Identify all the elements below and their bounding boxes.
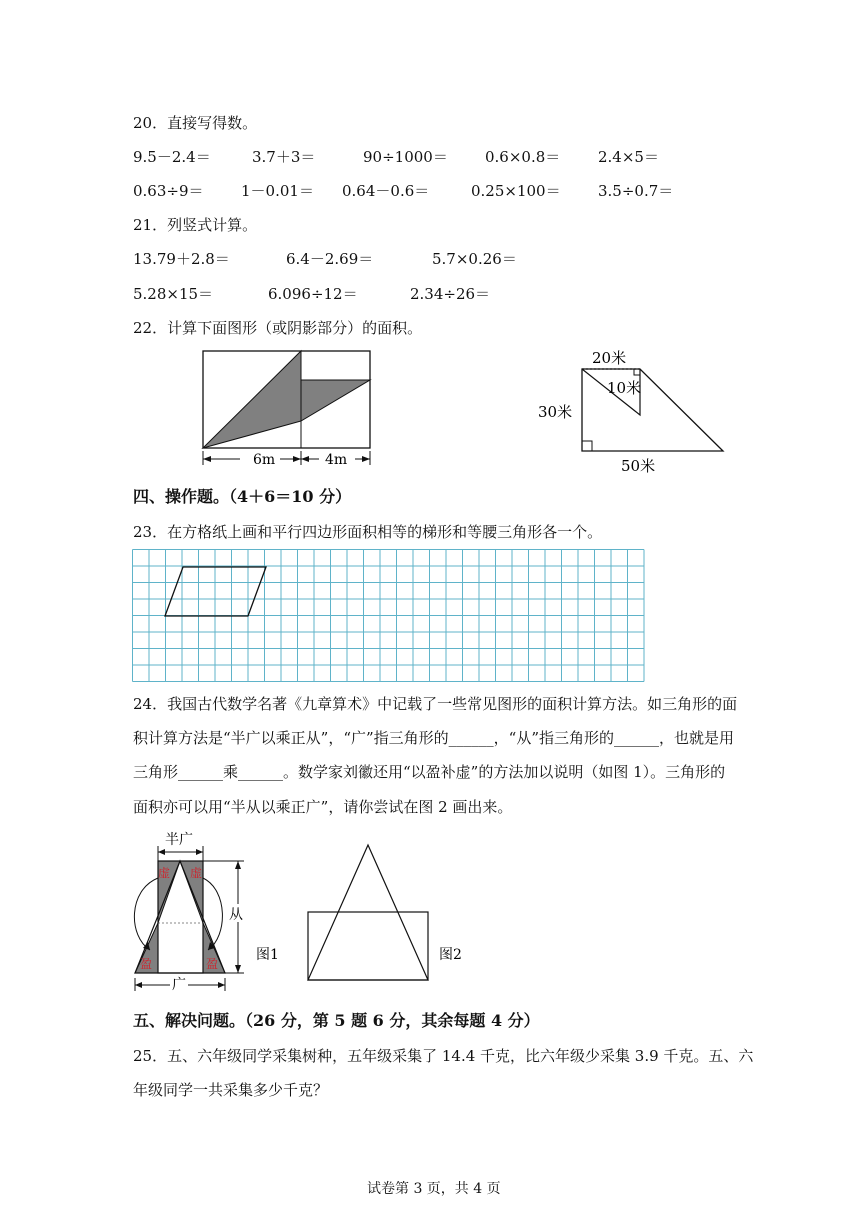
fig-label-height: 从: [229, 907, 243, 923]
q24-line-1: 24．我国古代数学名著《九章算术》中记载了一些常见图形的面积计算方法。如三角形的面: [133, 695, 738, 713]
fig-label-xu-right: 虚: [190, 866, 203, 880]
q21-r1-c3: 5.7×0.26＝: [432, 250, 517, 268]
q22-figure-1: [195, 345, 385, 470]
fig1-label-4m: 4m: [325, 452, 348, 468]
fig1-arrow-1: [203, 456, 211, 462]
fig-base-arrow-l: [135, 982, 142, 988]
fig-label-ying-right: 盈: [206, 957, 219, 971]
q24-line-2: 积计算方法是“半广以乘正从”，“广”指三角形的______，“从”指三角形的______，也就是用: [133, 729, 735, 747]
q20-r1-c1: 9.5－2.4＝: [133, 148, 211, 166]
q21-r2-c1: 5.28×15＝: [133, 285, 214, 303]
q21-title: 21．列竖式计算。: [133, 216, 258, 234]
q21-r2-c2: 6.096÷12＝: [268, 285, 358, 303]
q24-line-4: 面积亦可以用“半从以乘正广”，请你尝试在图 2 画出来。: [133, 798, 513, 816]
q20-r1-c5: 2.4×5＝: [598, 148, 659, 166]
fig1-arrow-2: [293, 456, 301, 462]
fig-halfbase-arrow-l: [158, 849, 165, 855]
q20-r2-c3: 0.64－0.6＝: [342, 182, 430, 200]
q20-title: 20．直接写得数。: [133, 114, 258, 132]
q20-r2-c2: 1－0.01＝: [241, 182, 314, 200]
q23-grid-paper[interactable]: [132, 549, 645, 684]
q20-r1-c2: 3.7＋3＝: [252, 148, 316, 166]
fig2-trapezoid: [582, 369, 723, 451]
fig2-label-20m: 20米: [592, 349, 627, 367]
fig-halfbase-arrow-r: [196, 849, 203, 855]
q25-line-2: 年级同学一共采集多少千克？: [133, 1081, 329, 1099]
fig1-arrow-4: [362, 456, 370, 462]
q20-r1-c3: 90÷1000＝: [363, 148, 448, 166]
fig-height-arrow-b: [235, 965, 241, 973]
q20-r2-c5: 3.5÷0.7＝: [598, 182, 674, 200]
q24-figure-2[interactable]: [300, 838, 470, 988]
fig-height-arrow-t: [235, 861, 241, 869]
q23-title: 23．在方格纸上画和平行四边形面积相等的梯形和等腰三角形各一个。: [133, 523, 603, 541]
fig-caption-2: 图2: [439, 947, 462, 963]
q24-figure-1: [128, 828, 293, 998]
q20-r1-c4: 0.6×0.8＝: [485, 148, 561, 166]
section-4-title: 四、操作题。（4＋6＝10 分）: [133, 487, 352, 506]
fig2-label-50m: 50米: [621, 457, 656, 475]
q20-r2-c4: 0.25×100＝: [471, 182, 561, 200]
q20-r2-c1: 0.63÷9＝: [133, 182, 204, 200]
section-5-title: 五、解决问题。（26 分，第 5 题 6 分，其余每题 4 分）: [133, 1011, 540, 1030]
q24-line-3: 三角形______乘______。数学家刘徽还用“以盈补虚”的方法加以说明（如图 1）。三角形的: [133, 763, 726, 781]
q21-r1-c1: 13.79＋2.8＝: [133, 250, 230, 268]
fig2-label-30m: 30米: [538, 403, 573, 421]
fig-base-arrow-r: [218, 982, 225, 988]
fig-label-base: 广: [172, 977, 186, 993]
fig2-rectangle: [308, 912, 428, 980]
fig1-arrow-3: [301, 456, 309, 462]
fig-label-halfbase: 半广: [165, 832, 193, 848]
fig-label-xu-left: 虚: [158, 866, 171, 880]
fig1-label-6m: 6m: [253, 452, 276, 468]
fig-label-ying-left: 盈: [140, 957, 153, 971]
q22-figure-2: [530, 343, 740, 478]
q25-line-1: 25．五、六年级同学采集树种，五年级采集了 14.4 千克，比六年级少采集 3.9 千克。五、六: [133, 1047, 754, 1065]
page-footer: 试卷第 3 页，共 4 页: [367, 1181, 501, 1197]
fig-caption-1: 图1: [256, 947, 279, 963]
q21-r1-c2: 6.4－2.69＝: [286, 250, 374, 268]
q22-title: 22．计算下面图形（或阴影部分）的面积。: [133, 319, 423, 337]
q21-r2-c3: 2.34÷26＝: [410, 285, 491, 303]
fig2-label-10m: 10米: [607, 379, 642, 397]
